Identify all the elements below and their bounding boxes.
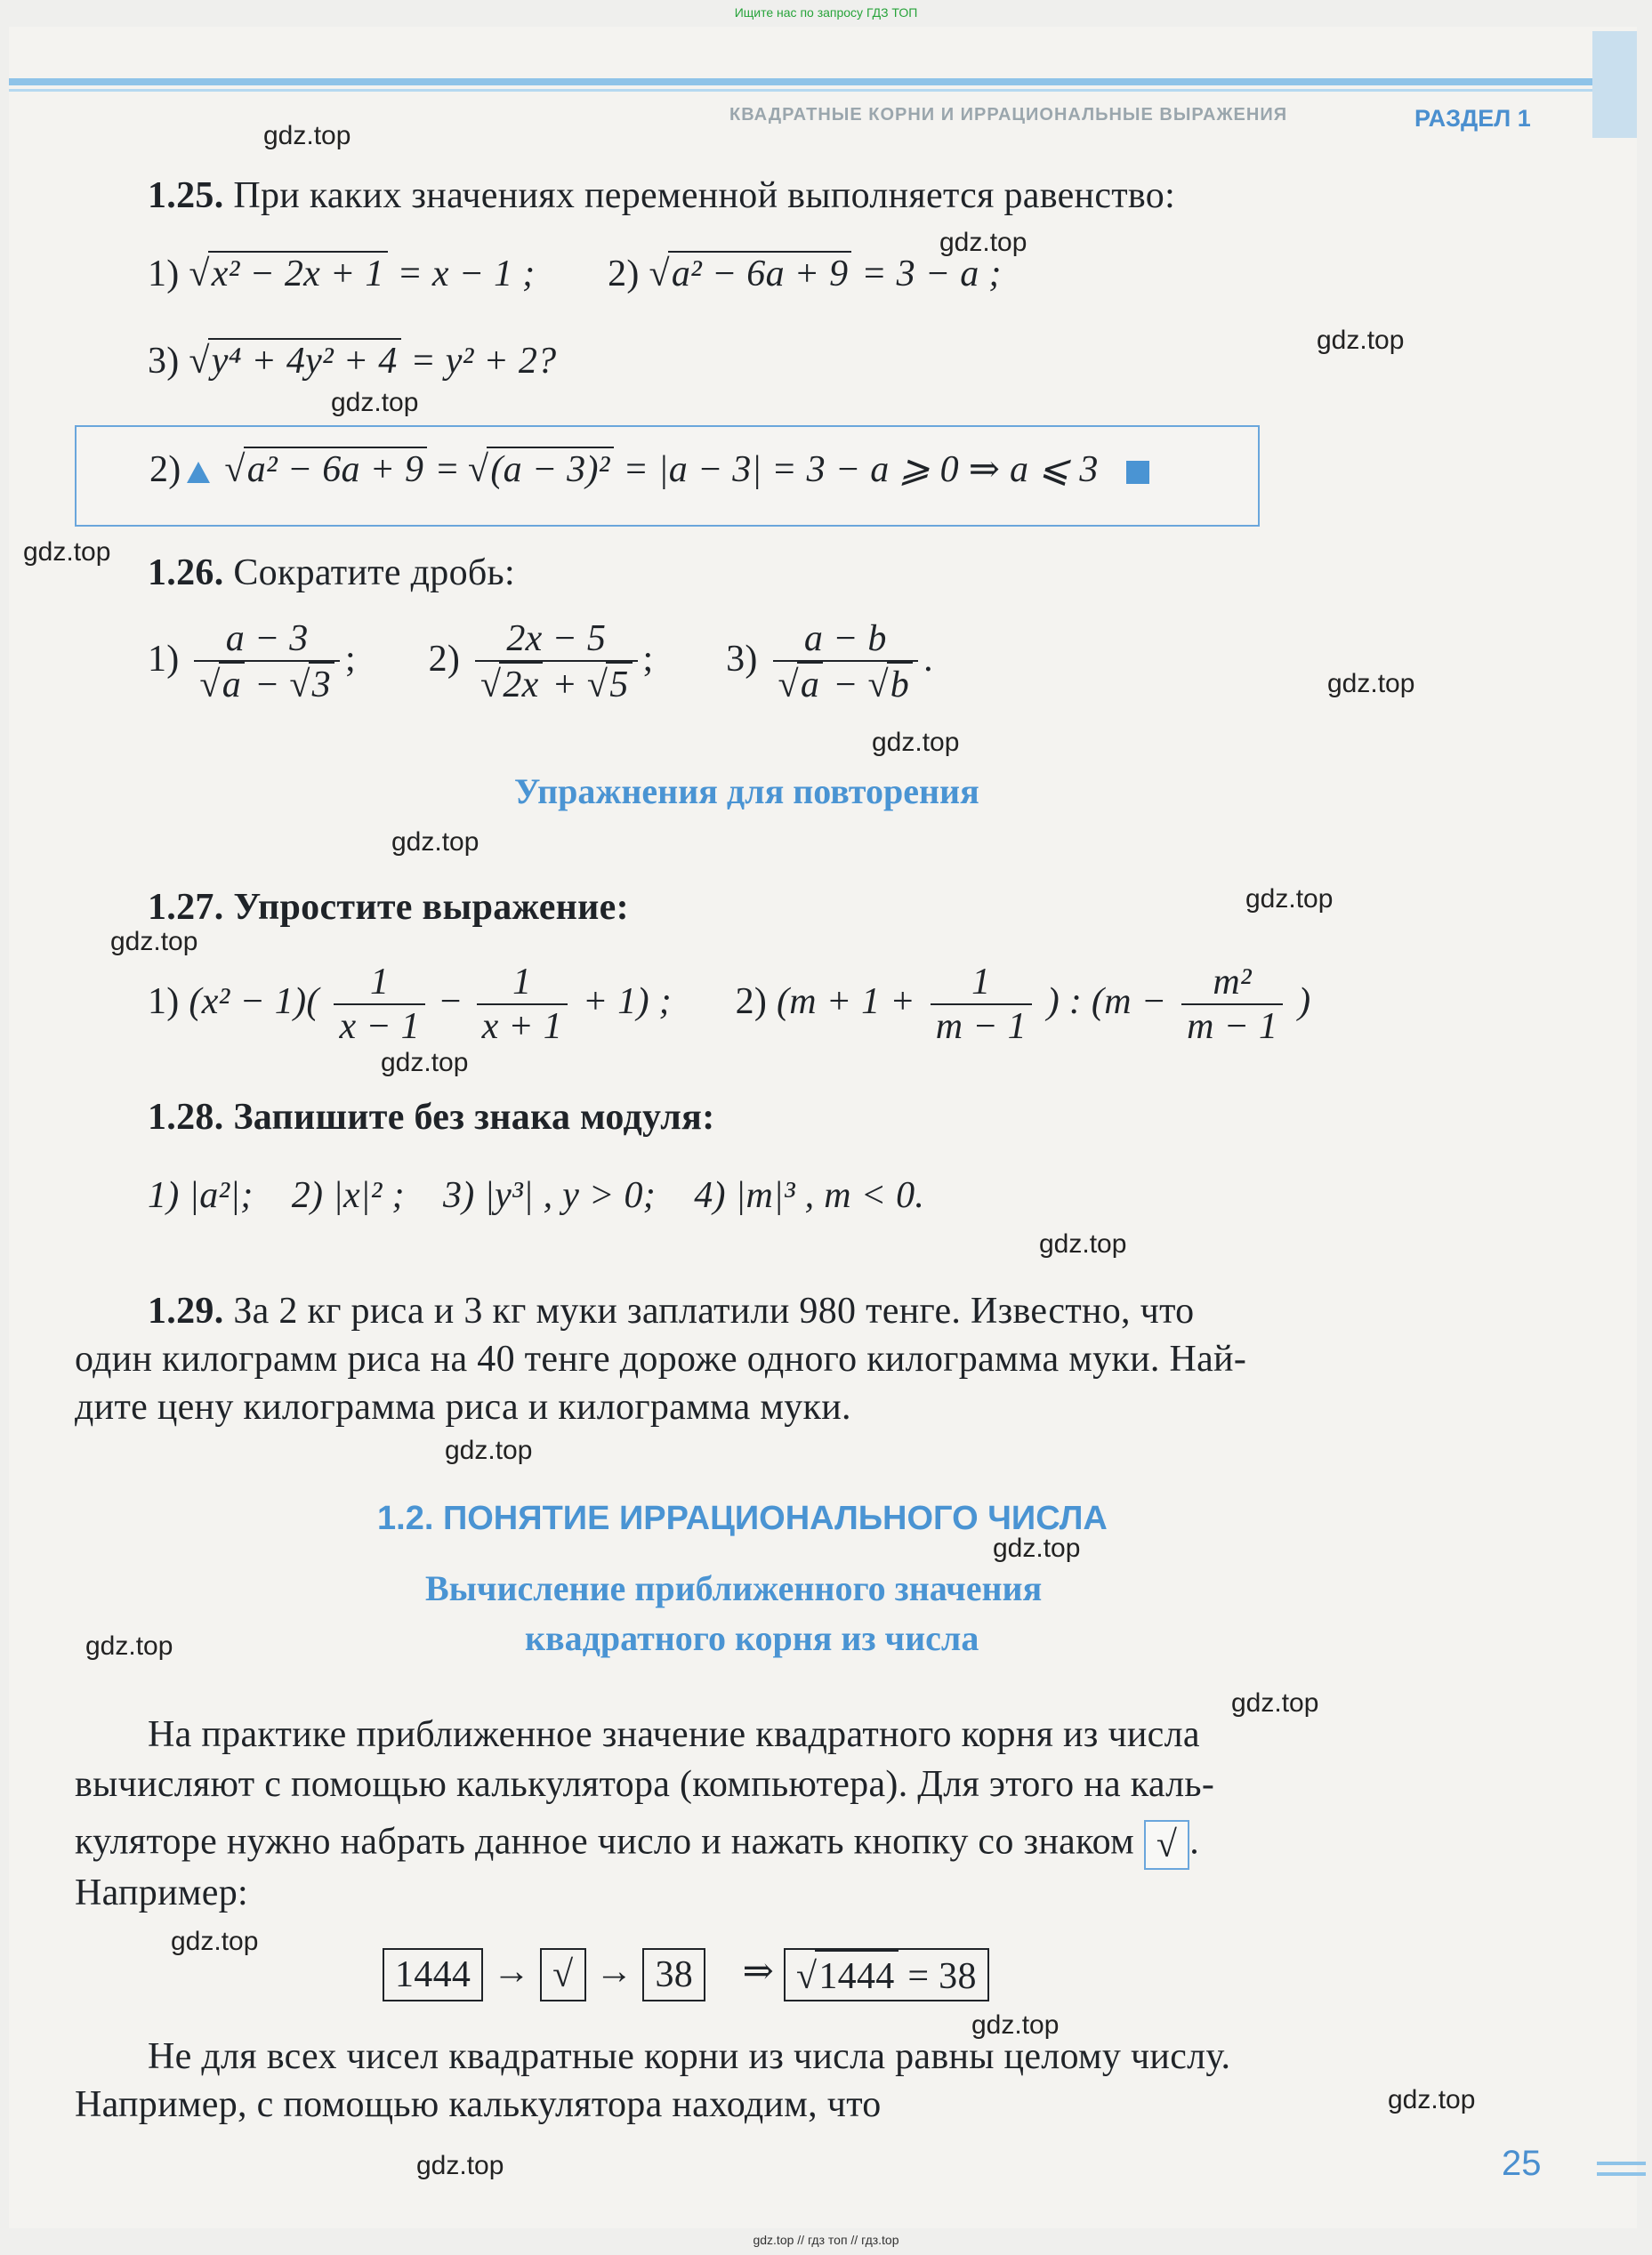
watermark: gdz.top — [445, 1436, 533, 1465]
exercise-1-25-items: 1) √x² − 2x + 1 = x − 1 ; 2) √a² − 6a + 9 = 3 − a ; — [148, 251, 1002, 295]
calc-input: 1444 — [383, 1948, 483, 2001]
watermark: gdz.top — [110, 927, 198, 956]
watermark: gdz.top — [391, 827, 479, 857]
paragraph-2-line-2: Например, с помощью калькулятора находим, что — [75, 2084, 882, 2125]
square-marker-icon — [1126, 461, 1149, 484]
exercise-1-29-line-1: 1.29. За 2 кг риса и 3 кг муки заплатили 980 тенге. Известно, что — [148, 1291, 1195, 1332]
page-number: 25 — [1502, 2144, 1542, 2183]
watermark: gdz.top — [1231, 1688, 1319, 1718]
section-title: 1.2. ПОНЯТИЕ ИРРАЦИОНАЛЬНОГО ЧИСЛА — [377, 1500, 1108, 1537]
watermark: gdz.top — [331, 388, 419, 417]
watermark: gdz.top — [1245, 884, 1334, 914]
triangle-marker-icon — [187, 462, 210, 483]
watermark: gdz.top — [85, 1631, 173, 1661]
header-band — [9, 78, 1637, 85]
watermark: gdz.top — [1327, 669, 1415, 698]
exercise-1-25-title: 1.25. При каких значениях переменной выполняется равенство: — [148, 175, 1176, 216]
running-head: КВАДРАТНЫЕ КОРНИ И ИРРАЦИОНАЛЬНЫЕ ВЫРАЖЕНИЯ — [729, 105, 1288, 125]
sqrt-key-icon: √ — [1144, 1820, 1189, 1870]
corner-tab — [1592, 31, 1637, 138]
exercise-1-26-items: 1) $\frac{a - 3}{√a - √3}$ ; 2) $\frac{2x - 5}{√2x + √5}$ ; 3) $\frac{a - b}{√a - √b}$ . — [148, 618, 933, 706]
calc-sqrt-key: √ — [540, 1948, 585, 2001]
paragraph-1-line-1: На практике приближенное значение квадратного корня из числа — [148, 1714, 1200, 1755]
watermark: gdz.top — [993, 1534, 1081, 1563]
calculator-example: 1444 → √ → 38 ⇒ √1444 = 38 — [383, 1948, 989, 2001]
watermark: gdz.top — [381, 1048, 469, 1077]
watermark: gdz.top — [971, 2010, 1060, 2040]
exercise-1-29-line-3: дите цену килограмма риса и килограмма муки. — [75, 1387, 851, 1428]
section-subtitle-2: квадратного корня из числа — [525, 1618, 979, 1658]
watermark: gdz.top — [263, 121, 351, 150]
review-heading: Упражнения для повторения — [514, 771, 979, 811]
paragraph-1-line-4: Например: — [75, 1872, 248, 1913]
exercise-1-26-title: 1.26. Сократите дробь: — [148, 552, 515, 593]
section-subtitle-1: Вычисление приближенного значения — [425, 1568, 1043, 1608]
exercise-1-27-title: 1.27. Упростите выражение: — [148, 887, 629, 928]
paragraph-1-line-2: вычисляют с помощью калькулятора (компьютера). Для этого на каль- — [75, 1764, 1215, 1805]
exercise-1-28-title: 1.28. Запишите без знака модуля: — [148, 1097, 715, 1138]
calc-result: 38 — [642, 1948, 705, 2001]
paragraph-2-line-1: Не для всех чисел квадратные корни из числа равны целому числу. — [148, 2036, 1231, 2077]
footer-decoration — [1597, 2162, 1646, 2165]
exercise-1-25-item-3: 3) √y⁴ + 4y² + 4 = y² + 2? — [148, 338, 556, 383]
watermark: gdz.top — [1039, 1229, 1127, 1259]
header-band-thin — [9, 89, 1637, 92]
watermark: gdz.top — [1388, 2085, 1476, 2114]
top-note[interactable]: Ищите нас по запросу ГДЗ ТОП — [734, 5, 918, 20]
watermark: gdz.top — [23, 537, 111, 567]
exercise-1-27-items: 1) (x² − 1)( $\frac{1}{x - 1}$ − $\frac{1}{x + 1}$ + 1) ; 2) (m + 1 + $\frac{1}{m - 1}$ ) : (m − $\frac{\text{m²}}{m - 1}$ ) — [148, 962, 1311, 1048]
watermark: gdz.top — [171, 1927, 259, 1956]
calc-equation: √1444 = 38 — [784, 1948, 989, 2001]
footer-decoration — [1597, 2172, 1646, 2176]
exercise-1-28-items: 1) |a²|; 2) |x|² ; 3) |y³| , y > 0; 4) |m|³ , m < 0. — [148, 1175, 925, 1216]
exercise-1-29-line-2: один килограмм риса на 40 тенге дороже одного килограмма муки. Най- — [75, 1339, 1247, 1380]
solution-line: 2) √a² − 6a + 9 = √(a − 3)² = |a − 3| = 3 − a ⩾ 0 ⇒ a ⩽ 3 — [149, 447, 1149, 491]
bottom-note[interactable]: gdz.top // гдз топ // гдз.top — [753, 2233, 899, 2247]
watermark: gdz.top — [872, 728, 960, 757]
watermark: gdz.top — [939, 228, 1027, 257]
section-label: РАЗДЕЛ 1 — [1414, 105, 1531, 132]
paragraph-1-line-3: куляторе нужно набрать данное число и нажать кнопку со знаком √ . — [75, 1820, 1199, 1870]
watermark: gdz.top — [416, 2151, 504, 2180]
watermark: gdz.top — [1317, 326, 1405, 355]
